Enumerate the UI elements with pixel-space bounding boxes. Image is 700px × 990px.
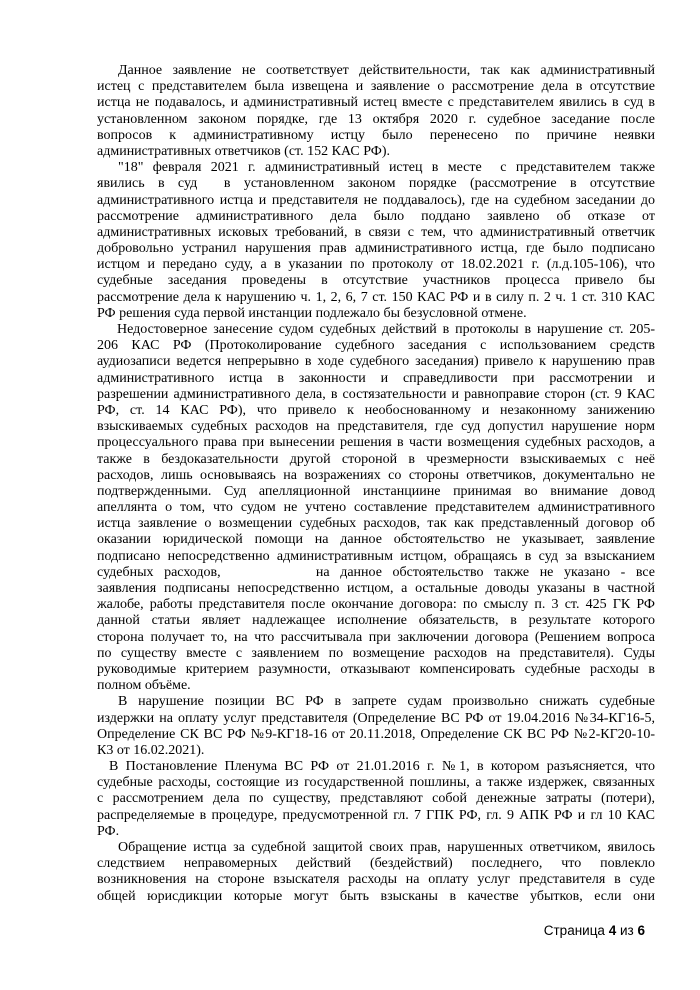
text-line: жалобе, работы представителя после окончание договора: по смыслу п. 3 ст. 425 ГК РФ (97, 597, 655, 613)
text-line: издержки на оплату услуг представителя (Определение ВС РФ от 19.04.2016 №34-КГ16-5, (97, 710, 655, 726)
text-line: истец с представителем была извещена и заявление о рассмотрение дела в отсутствие (97, 79, 655, 95)
text-line: руководимые критерием разумности, отказывают компенсировать судебные расходы в (97, 661, 655, 677)
text-line: по существу вместе с заявлением по возмещение расходов на представителя). Суды (97, 645, 655, 661)
text-line: процессуального права при вынесении решения в части возмещения судебных расходов, а (97, 435, 655, 451)
paragraph (97, 63, 655, 160)
text-line: оказании юридической помощи на данное обстоятельство не указывает, заявление (97, 532, 655, 548)
text-line: добровольно устранил нарушения прав административного истца, где было подписано (97, 241, 655, 257)
text-line: Данное заявление не соответствует действительности, так как административный (118, 63, 655, 78)
text-line: административных исковых требований, в связи с тем, что административный ответчик (97, 224, 655, 240)
text-line: административного истца и представителя не поддавалось), где на судебном заседании до (97, 192, 655, 208)
text-line: рассмотрение дела к нарушению ч. 1, 2, 6, 7 ст. 150 КАС РФ и в силу п. 2 ч. 1 ст. 310 КАС (97, 289, 655, 305)
paragraph (97, 160, 655, 322)
text-line: К3 от 16.02.2021). (97, 742, 205, 758)
paragraph (97, 322, 655, 694)
footer-page-label: Страница (543, 923, 605, 938)
footer-total-pages: 6 (637, 923, 645, 938)
text-line: судебные заседания проведены в отсутствие участников процесса привело бы (97, 273, 655, 289)
text-line: апеллянта о том, что судом не учтено составление представителем административного (97, 500, 655, 516)
text-line: возникновения на стороне взыскателя расходы на оплату услуг представителя в суде (97, 872, 655, 888)
text-line: истца не подавалось, и административный истец вместе с представителем явились в суд в (97, 95, 655, 111)
text-line: РФ решения суда первой инстанции подлежало бы безусловной отмене. (97, 305, 527, 321)
text-line: Обращение истца за судебной защитой своих прав, нарушенных ответчиком, явилось (118, 840, 655, 855)
text-line: 206 КАС РФ (Протоколирование судебного заседания с использованием средств (97, 338, 655, 354)
text-line: Недостоверное занесение судом судебных действий в протоколы в нарушение ст. 205- (117, 322, 655, 337)
text-line: полном объёме. (97, 678, 191, 694)
text-line: взыскиваемых судебных расходов на представителя, где суд допустил нарушение норм (97, 419, 655, 435)
text-line: подписано непосредственно административным истцом, обращаясь в суд за взысканием (97, 548, 655, 564)
footer-page-number: 4 (608, 923, 617, 938)
text-line: следствием неправомерных действий (бездействий) последнего, что повлекло (97, 856, 655, 872)
text-line: судебных расходов, на данное обстоятельство также не указано - все (97, 564, 655, 580)
paragraph (97, 759, 655, 840)
text-line: явились в суд в установленном законом порядке (рассмотрение в отсутствие (97, 176, 655, 192)
text-line: распределяемые в процедуре, предусмотренной гл. 7 ГПК РФ, гл. 9 АПК РФ и гл 10 КАС (97, 807, 655, 823)
text-line: заявления подписаны непосредственно истцом, а остальные доводы указаны в частной (97, 581, 655, 596)
text-line: "18" февраля 2021 г. административный истец в месте с представителем также (118, 160, 655, 176)
text-line: РФ. (97, 823, 120, 839)
text-line: административного истца в законности и справедливости при рассмотрении и (97, 370, 655, 386)
text-line: установленном законом порядке, где 13 октября 2020 г. судебное заседание после (97, 111, 655, 127)
document-text (97, 63, 655, 905)
text-line: рассмотрение административного дела было поддано заявлено об отказе от (97, 208, 655, 224)
text-line: разрешении административного дела, в состязательности и равноправие сторон (ст. 9 КАС (97, 386, 655, 402)
text-line: подтвержденными. Суд апелляционной инстанциине принимая во внимание довод (97, 483, 655, 499)
paragraph (97, 694, 655, 759)
text-line: с рассмотрением дела по существу, представляют собой денежные затраты (потери), (97, 791, 655, 807)
text-line: В Постановление Пленума ВС РФ от 21.01.2016 г. №1, в котором разъясняется, что (109, 759, 655, 775)
text-line: аудиозаписи ведется непрерывно в ходе судебного заседания) привело к нарушению прав (97, 354, 655, 370)
text-line: также в бездоказательности другой стороной в чрезмерности взыскиваемых с неё (97, 451, 655, 467)
text-line: истца заявление о возмещении судебных расходов, так как представленный договор об (97, 516, 655, 532)
footer-of-label: из (619, 923, 634, 938)
paragraph (97, 840, 655, 905)
text-line: Определение СК ВС РФ №9-КГ18-16 от 20.11.2018, Определение СК ВС РФ №2-КГ20-10- (97, 726, 655, 742)
text-line: расходов, лишь основываясь на возражениях со стороны ответчиков, документально не (97, 467, 655, 483)
text-line: РФ, ст. 14 КАС РФ), что привело к необоснованному и незаконному занижению (97, 402, 655, 418)
text-line: В нарушение позиции ВС РФ в запрете судам произвольно снижать судебные (118, 694, 655, 710)
text-line: истцом и передано суду, а в указании по протоколу от 18.02.2021 г. (л.д.105-106), что (97, 257, 655, 273)
page-footer (544, 923, 645, 938)
text-line: общей юрисдикции которые могут быть взысканы в качестве убытков, если они (97, 888, 655, 904)
text-line: сторона получает то, на что рассчитывала при заключении договора (Решением вопроса (97, 629, 655, 645)
text-line: данной статьи являет надлежащее исполнение обязательств, в результате которого (97, 613, 655, 629)
text-line: судебные расходы, состоящие из государственной пошлины, а также издержек, связанных (97, 775, 655, 791)
text-line: вопросов к административному истцу было перенесено по причине неявки (97, 127, 655, 143)
text-line: административных ответчиков (ст. 152 КАС РФ). (97, 143, 390, 159)
